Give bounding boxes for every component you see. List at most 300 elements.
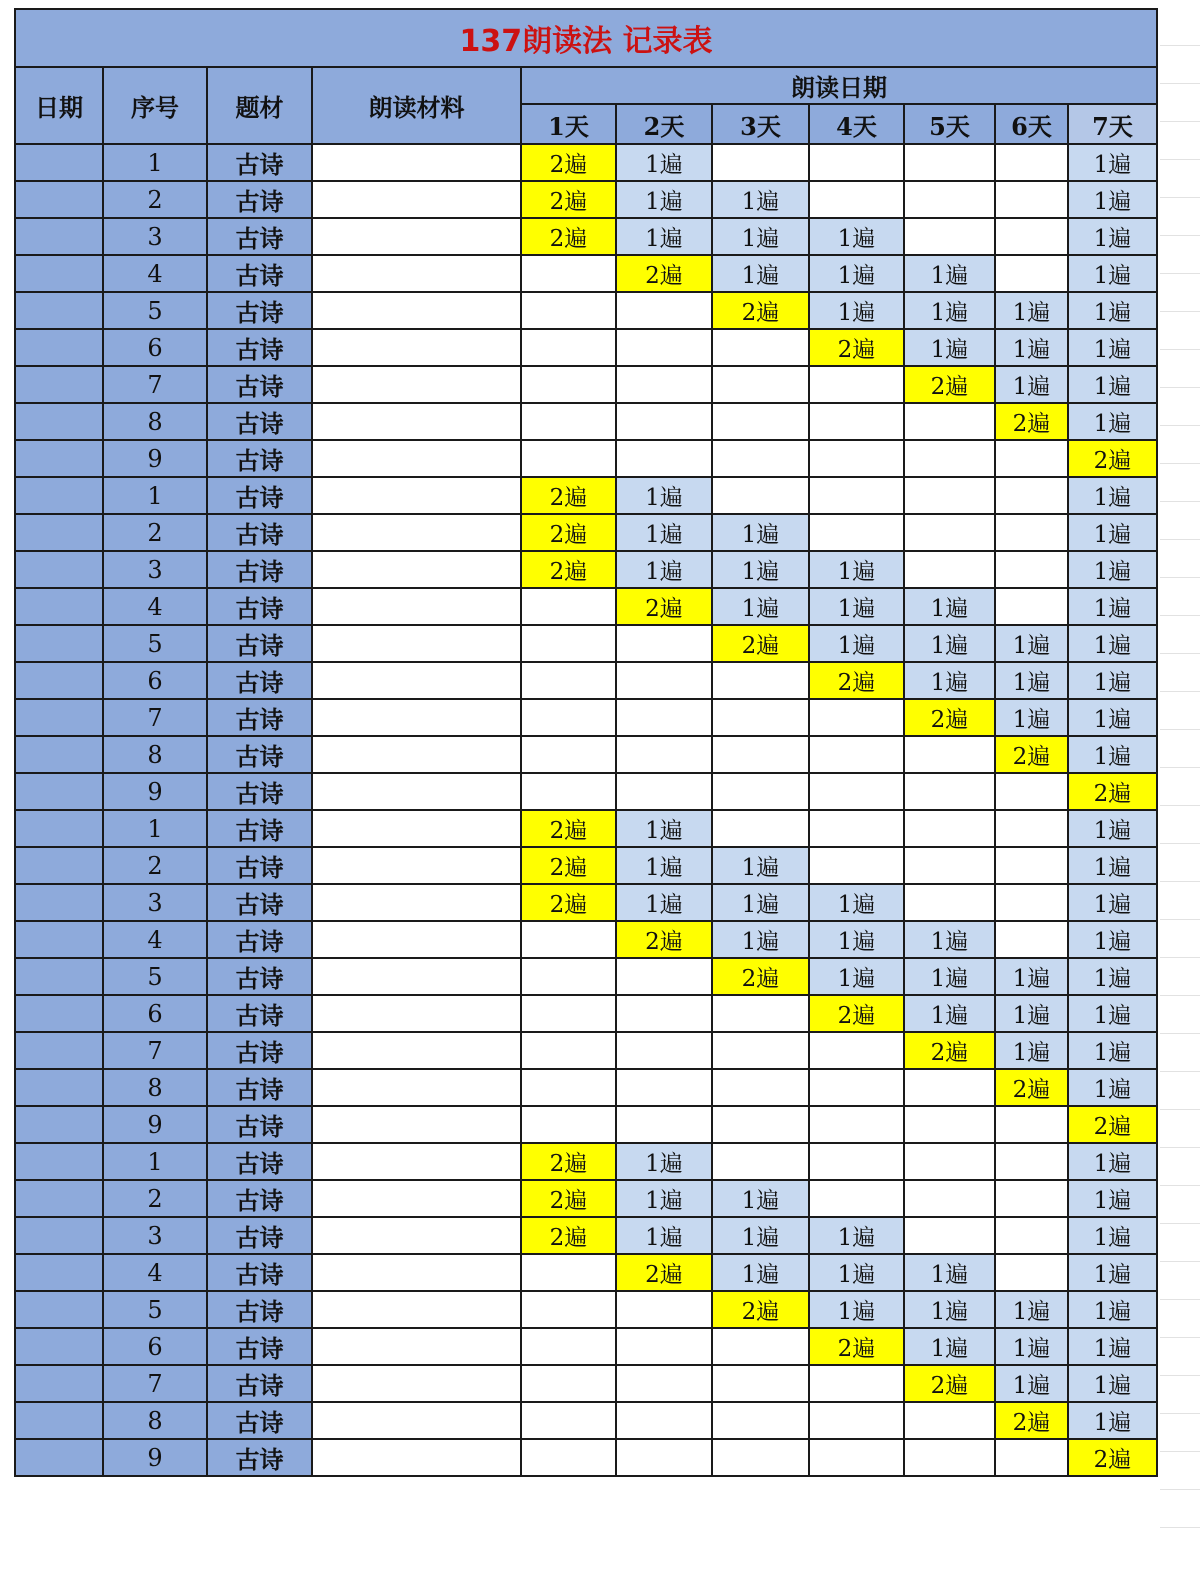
topic-cell: 古诗 xyxy=(207,1106,312,1143)
day-5-cell: 2遍 xyxy=(904,1032,995,1069)
topic-cell: 古诗 xyxy=(207,514,312,551)
topic-cell: 古诗 xyxy=(207,144,312,181)
material-cell[interactable] xyxy=(312,440,521,477)
table-row xyxy=(15,1291,1157,1328)
seq-cell: 1 xyxy=(103,1143,207,1180)
day-1-cell: 2遍 xyxy=(521,1180,616,1217)
day-4-cell xyxy=(809,181,904,218)
day-7-cell: 1遍 xyxy=(1068,329,1157,366)
topic-cell: 古诗 xyxy=(207,329,312,366)
day-7-cell: 1遍 xyxy=(1068,551,1157,588)
day-7-cell: 1遍 xyxy=(1068,1143,1157,1180)
date-cell[interactable] xyxy=(15,403,103,440)
material-cell[interactable] xyxy=(312,292,521,329)
topic-cell: 古诗 xyxy=(207,440,312,477)
day-2-cell xyxy=(616,958,712,995)
day-2-cell xyxy=(616,1365,712,1402)
date-cell[interactable] xyxy=(15,514,103,551)
material-cell[interactable] xyxy=(312,1402,521,1439)
date-cell[interactable] xyxy=(15,144,103,181)
table-row xyxy=(15,292,1157,329)
topic-cell: 古诗 xyxy=(207,662,312,699)
day-2-cell: 1遍 xyxy=(616,477,712,514)
day-6-cell: 2遍 xyxy=(995,403,1068,440)
day-4-cell xyxy=(809,1180,904,1217)
sheet-title: 137朗读法 记录表 xyxy=(15,9,1157,67)
date-cell[interactable] xyxy=(15,366,103,403)
reading-record-table xyxy=(14,8,1158,1477)
day-5-cell: 2遍 xyxy=(904,1365,995,1402)
material-cell[interactable] xyxy=(312,329,521,366)
day-5-cell xyxy=(904,1217,995,1254)
date-cell[interactable] xyxy=(15,588,103,625)
day-1-cell: 2遍 xyxy=(521,218,616,255)
table-row xyxy=(15,514,1157,551)
day-6-cell xyxy=(995,1106,1068,1143)
seq-cell: 5 xyxy=(103,1291,207,1328)
header-date: 日期 xyxy=(15,67,103,144)
date-cell[interactable] xyxy=(15,1180,103,1217)
day-2-cell xyxy=(616,1032,712,1069)
day-1-cell: 2遍 xyxy=(521,810,616,847)
day-3-cell xyxy=(712,403,809,440)
date-cell[interactable] xyxy=(15,773,103,810)
material-cell[interactable] xyxy=(312,1254,521,1291)
material-cell[interactable] xyxy=(312,181,521,218)
day-6-cell: 2遍 xyxy=(995,736,1068,773)
day-4-cell: 1遍 xyxy=(809,218,904,255)
seq-cell: 9 xyxy=(103,440,207,477)
day-6-cell xyxy=(995,921,1068,958)
header-day-4: 4天 xyxy=(809,104,904,144)
table-row xyxy=(15,366,1157,403)
day-4-cell xyxy=(809,1402,904,1439)
topic-cell: 古诗 xyxy=(207,1254,312,1291)
seq-cell: 6 xyxy=(103,662,207,699)
day-6-cell: 1遍 xyxy=(995,366,1068,403)
day-5-cell xyxy=(904,1439,995,1476)
day-5-cell: 1遍 xyxy=(904,625,995,662)
material-cell[interactable] xyxy=(312,662,521,699)
day-5-cell xyxy=(904,884,995,921)
table-row xyxy=(15,847,1157,884)
day-1-cell xyxy=(521,958,616,995)
topic-cell: 古诗 xyxy=(207,884,312,921)
date-cell[interactable] xyxy=(15,1217,103,1254)
seq-cell: 3 xyxy=(103,884,207,921)
seq-cell: 7 xyxy=(103,1032,207,1069)
header-day-6: 6天 xyxy=(995,104,1068,144)
material-cell[interactable] xyxy=(312,1328,521,1365)
topic-cell: 古诗 xyxy=(207,773,312,810)
day-3-cell: 1遍 xyxy=(712,514,809,551)
day-5-cell xyxy=(904,181,995,218)
day-3-cell xyxy=(712,144,809,181)
date-cell[interactable] xyxy=(15,847,103,884)
day-6-cell: 1遍 xyxy=(995,1365,1068,1402)
day-1-cell xyxy=(521,1254,616,1291)
day-3-cell: 1遍 xyxy=(712,255,809,292)
date-cell[interactable] xyxy=(15,1254,103,1291)
date-cell[interactable] xyxy=(15,1069,103,1106)
day-2-cell: 1遍 xyxy=(616,1143,712,1180)
table-row xyxy=(15,144,1157,181)
day-1-cell xyxy=(521,995,616,1032)
material-cell[interactable] xyxy=(312,1180,521,1217)
day-4-cell: 1遍 xyxy=(809,1291,904,1328)
day-5-cell: 1遍 xyxy=(904,921,995,958)
day-7-cell: 1遍 xyxy=(1068,1402,1157,1439)
day-1-cell: 2遍 xyxy=(521,1217,616,1254)
topic-cell: 古诗 xyxy=(207,958,312,995)
day-1-cell: 2遍 xyxy=(521,551,616,588)
day-1-cell xyxy=(521,403,616,440)
day-7-cell: 1遍 xyxy=(1068,810,1157,847)
topic-cell: 古诗 xyxy=(207,847,312,884)
material-cell[interactable] xyxy=(312,255,521,292)
seq-cell: 4 xyxy=(103,255,207,292)
day-7-cell: 1遍 xyxy=(1068,1217,1157,1254)
topic-cell: 古诗 xyxy=(207,292,312,329)
day-2-cell: 1遍 xyxy=(616,847,712,884)
date-cell[interactable] xyxy=(15,625,103,662)
day-1-cell xyxy=(521,292,616,329)
day-1-cell: 2遍 xyxy=(521,884,616,921)
day-2-cell: 1遍 xyxy=(616,1217,712,1254)
day-6-cell xyxy=(995,884,1068,921)
material-cell[interactable] xyxy=(312,1291,521,1328)
day-2-cell: 2遍 xyxy=(616,255,712,292)
seq-cell: 1 xyxy=(103,810,207,847)
day-6-cell xyxy=(995,588,1068,625)
seq-cell: 3 xyxy=(103,218,207,255)
day-3-cell: 1遍 xyxy=(712,847,809,884)
day-4-cell xyxy=(809,736,904,773)
seq-cell: 9 xyxy=(103,773,207,810)
day-6-cell xyxy=(995,514,1068,551)
day-2-cell xyxy=(616,329,712,366)
day-6-cell: 1遍 xyxy=(995,1328,1068,1365)
topic-cell: 古诗 xyxy=(207,366,312,403)
date-cell[interactable] xyxy=(15,1365,103,1402)
day-4-cell xyxy=(809,514,904,551)
table-row xyxy=(15,329,1157,366)
material-cell[interactable] xyxy=(312,1032,521,1069)
day-4-cell: 2遍 xyxy=(809,662,904,699)
day-7-cell: 1遍 xyxy=(1068,995,1157,1032)
day-3-cell xyxy=(712,1032,809,1069)
date-cell[interactable] xyxy=(15,1032,103,1069)
day-4-cell xyxy=(809,403,904,440)
material-cell[interactable] xyxy=(312,773,521,810)
day-3-cell xyxy=(712,736,809,773)
day-3-cell: 2遍 xyxy=(712,1291,809,1328)
day-3-cell: 1遍 xyxy=(712,551,809,588)
header-reading-dates: 朗读日期 xyxy=(521,67,1157,104)
material-cell[interactable] xyxy=(312,884,521,921)
day-2-cell xyxy=(616,403,712,440)
day-4-cell: 1遍 xyxy=(809,292,904,329)
day-1-cell xyxy=(521,1291,616,1328)
table-row xyxy=(15,773,1157,810)
day-3-cell: 1遍 xyxy=(712,1180,809,1217)
day-4-cell xyxy=(809,1439,904,1476)
date-cell[interactable] xyxy=(15,736,103,773)
day-2-cell xyxy=(616,1106,712,1143)
table-row xyxy=(15,588,1157,625)
day-1-cell: 2遍 xyxy=(521,847,616,884)
day-5-cell xyxy=(904,514,995,551)
day-1-cell: 2遍 xyxy=(521,514,616,551)
topic-cell: 古诗 xyxy=(207,1032,312,1069)
date-cell[interactable] xyxy=(15,995,103,1032)
topic-cell: 古诗 xyxy=(207,588,312,625)
day-6-cell xyxy=(995,218,1068,255)
seq-cell: 8 xyxy=(103,736,207,773)
table-row xyxy=(15,958,1157,995)
table-row xyxy=(15,995,1157,1032)
table-row xyxy=(15,1143,1157,1180)
day-2-cell: 1遍 xyxy=(616,218,712,255)
date-cell[interactable] xyxy=(15,662,103,699)
table-row xyxy=(15,699,1157,736)
header-topic: 题材 xyxy=(207,67,312,144)
day-1-cell xyxy=(521,366,616,403)
day-6-cell: 1遍 xyxy=(995,699,1068,736)
day-1-cell xyxy=(521,736,616,773)
topic-cell: 古诗 xyxy=(207,1143,312,1180)
material-cell[interactable] xyxy=(312,699,521,736)
day-5-cell: 2遍 xyxy=(904,366,995,403)
topic-cell: 古诗 xyxy=(207,1069,312,1106)
date-cell[interactable] xyxy=(15,440,103,477)
day-7-cell: 1遍 xyxy=(1068,477,1157,514)
day-6-cell: 1遍 xyxy=(995,1291,1068,1328)
day-6-cell: 1遍 xyxy=(995,995,1068,1032)
material-cell[interactable] xyxy=(312,1365,521,1402)
day-5-cell xyxy=(904,1143,995,1180)
day-5-cell xyxy=(904,1069,995,1106)
day-6-cell xyxy=(995,1439,1068,1476)
day-5-cell xyxy=(904,847,995,884)
day-4-cell xyxy=(809,773,904,810)
material-cell[interactable] xyxy=(312,144,521,181)
day-5-cell xyxy=(904,810,995,847)
table-row xyxy=(15,1402,1157,1439)
material-cell[interactable] xyxy=(312,736,521,773)
material-cell[interactable] xyxy=(312,1439,521,1476)
day-3-cell: 1遍 xyxy=(712,1217,809,1254)
date-cell[interactable] xyxy=(15,921,103,958)
day-2-cell: 2遍 xyxy=(616,1254,712,1291)
day-4-cell xyxy=(809,366,904,403)
date-cell[interactable] xyxy=(15,1291,103,1328)
day-4-cell: 2遍 xyxy=(809,995,904,1032)
header-day-1: 1天 xyxy=(521,104,616,144)
day-1-cell xyxy=(521,1069,616,1106)
day-1-cell xyxy=(521,1032,616,1069)
material-cell[interactable] xyxy=(312,1143,521,1180)
table-row xyxy=(15,1180,1157,1217)
day-1-cell xyxy=(521,625,616,662)
material-cell[interactable] xyxy=(312,1069,521,1106)
header-day-7: 7天 xyxy=(1068,104,1157,144)
day-4-cell: 1遍 xyxy=(809,551,904,588)
date-cell[interactable] xyxy=(15,1143,103,1180)
day-3-cell: 1遍 xyxy=(712,218,809,255)
date-cell[interactable] xyxy=(15,1328,103,1365)
day-5-cell: 2遍 xyxy=(904,699,995,736)
day-4-cell xyxy=(809,477,904,514)
date-cell[interactable] xyxy=(15,699,103,736)
day-3-cell xyxy=(712,662,809,699)
day-3-cell xyxy=(712,1106,809,1143)
material-cell[interactable] xyxy=(312,921,521,958)
day-7-cell: 1遍 xyxy=(1068,736,1157,773)
day-7-cell: 2遍 xyxy=(1068,773,1157,810)
day-3-cell: 2遍 xyxy=(712,958,809,995)
material-cell[interactable] xyxy=(312,625,521,662)
material-cell[interactable] xyxy=(312,847,521,884)
day-1-cell: 2遍 xyxy=(521,1143,616,1180)
topic-cell: 古诗 xyxy=(207,995,312,1032)
day-4-cell: 2遍 xyxy=(809,329,904,366)
topic-cell: 古诗 xyxy=(207,403,312,440)
table-row xyxy=(15,440,1157,477)
day-7-cell: 1遍 xyxy=(1068,884,1157,921)
day-3-cell: 2遍 xyxy=(712,625,809,662)
day-5-cell: 1遍 xyxy=(904,329,995,366)
day-4-cell: 1遍 xyxy=(809,625,904,662)
day-3-cell xyxy=(712,810,809,847)
material-cell[interactable] xyxy=(312,514,521,551)
day-7-cell: 1遍 xyxy=(1068,514,1157,551)
day-7-cell: 1遍 xyxy=(1068,366,1157,403)
day-3-cell xyxy=(712,366,809,403)
date-cell[interactable] xyxy=(15,329,103,366)
day-3-cell xyxy=(712,1402,809,1439)
date-cell[interactable] xyxy=(15,958,103,995)
day-7-cell: 1遍 xyxy=(1068,1328,1157,1365)
seq-cell: 8 xyxy=(103,1069,207,1106)
material-cell[interactable] xyxy=(312,958,521,995)
day-5-cell: 1遍 xyxy=(904,588,995,625)
date-cell[interactable] xyxy=(15,218,103,255)
day-3-cell xyxy=(712,699,809,736)
table-row xyxy=(15,551,1157,588)
topic-cell: 古诗 xyxy=(207,921,312,958)
day-1-cell xyxy=(521,255,616,292)
day-6-cell: 1遍 xyxy=(995,662,1068,699)
date-cell[interactable] xyxy=(15,292,103,329)
material-cell[interactable] xyxy=(312,1217,521,1254)
day-7-cell: 2遍 xyxy=(1068,1439,1157,1476)
day-7-cell: 1遍 xyxy=(1068,292,1157,329)
day-6-cell xyxy=(995,181,1068,218)
date-cell[interactable] xyxy=(15,1106,103,1143)
material-cell[interactable] xyxy=(312,477,521,514)
day-2-cell xyxy=(616,1069,712,1106)
topic-cell: 古诗 xyxy=(207,625,312,662)
day-6-cell xyxy=(995,1143,1068,1180)
material-cell[interactable] xyxy=(312,588,521,625)
seq-cell: 6 xyxy=(103,329,207,366)
day-6-cell: 1遍 xyxy=(995,292,1068,329)
day-4-cell xyxy=(809,1032,904,1069)
date-cell[interactable] xyxy=(15,255,103,292)
day-5-cell xyxy=(904,736,995,773)
day-3-cell xyxy=(712,477,809,514)
date-cell[interactable] xyxy=(15,884,103,921)
day-4-cell xyxy=(809,144,904,181)
day-2-cell xyxy=(616,440,712,477)
date-cell[interactable] xyxy=(15,551,103,588)
material-cell[interactable] xyxy=(312,995,521,1032)
date-cell[interactable] xyxy=(15,477,103,514)
day-7-cell: 1遍 xyxy=(1068,218,1157,255)
seq-cell: 7 xyxy=(103,1365,207,1402)
material-cell[interactable] xyxy=(312,1106,521,1143)
material-cell[interactable] xyxy=(312,366,521,403)
topic-cell: 古诗 xyxy=(207,218,312,255)
seq-cell: 6 xyxy=(103,1328,207,1365)
table-row xyxy=(15,662,1157,699)
day-1-cell: 2遍 xyxy=(521,477,616,514)
day-6-cell xyxy=(995,144,1068,181)
topic-cell: 古诗 xyxy=(207,1402,312,1439)
day-4-cell: 1遍 xyxy=(809,255,904,292)
seq-cell: 3 xyxy=(103,1217,207,1254)
day-5-cell: 1遍 xyxy=(904,1254,995,1291)
topic-cell: 古诗 xyxy=(207,1365,312,1402)
day-1-cell xyxy=(521,329,616,366)
date-cell[interactable] xyxy=(15,1439,103,1476)
table-row xyxy=(15,1106,1157,1143)
day-5-cell xyxy=(904,1402,995,1439)
day-2-cell xyxy=(616,1328,712,1365)
day-2-cell xyxy=(616,1291,712,1328)
day-5-cell xyxy=(904,477,995,514)
topic-cell: 古诗 xyxy=(207,699,312,736)
day-2-cell: 1遍 xyxy=(616,514,712,551)
table-row xyxy=(15,810,1157,847)
day-4-cell xyxy=(809,847,904,884)
topic-cell: 古诗 xyxy=(207,1180,312,1217)
material-cell[interactable] xyxy=(312,551,521,588)
day-1-cell: 2遍 xyxy=(521,181,616,218)
day-1-cell xyxy=(521,440,616,477)
topic-cell: 古诗 xyxy=(207,810,312,847)
date-cell[interactable] xyxy=(15,810,103,847)
seq-cell: 5 xyxy=(103,958,207,995)
date-cell[interactable] xyxy=(15,181,103,218)
day-2-cell: 1遍 xyxy=(616,1180,712,1217)
day-3-cell: 1遍 xyxy=(712,921,809,958)
day-4-cell: 1遍 xyxy=(809,588,904,625)
day-7-cell: 1遍 xyxy=(1068,588,1157,625)
material-cell[interactable] xyxy=(312,810,521,847)
day-3-cell: 1遍 xyxy=(712,588,809,625)
material-cell[interactable] xyxy=(312,403,521,440)
day-1-cell xyxy=(521,773,616,810)
day-7-cell: 1遍 xyxy=(1068,144,1157,181)
day-6-cell: 1遍 xyxy=(995,1032,1068,1069)
day-1-cell xyxy=(521,1439,616,1476)
date-cell[interactable] xyxy=(15,1402,103,1439)
material-cell[interactable] xyxy=(312,218,521,255)
day-3-cell xyxy=(712,995,809,1032)
day-3-cell xyxy=(712,1069,809,1106)
